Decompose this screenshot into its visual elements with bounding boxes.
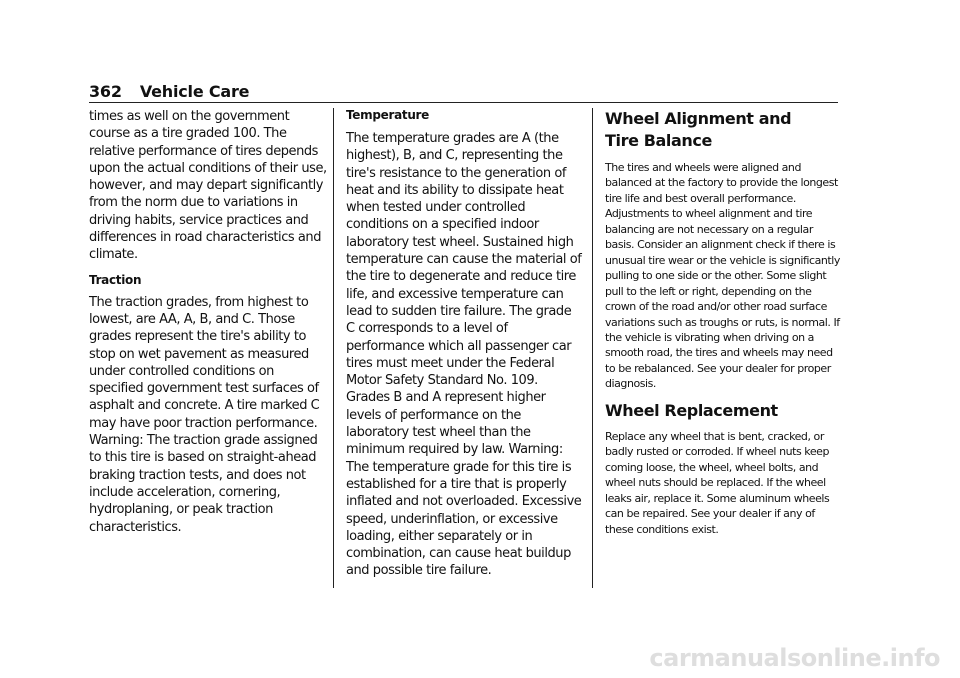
temperature-paragraph: The temperature grades are A (the highest), B, and C, representing the tire's resistance to the generation of heat and its ability to dissipate heat when tested under controlled conditions on a specified indoor laboratory test wheel. Sustained high temperature can cause the material of the tire to degenerate and reduce tire life, and excessive temperature can lead to sudden tire failure. The grade C corresponds to a level of performance which all passenger car tires must meet under the Federal Motor Safety Standard No. 109. Grades B and A represent higher levels of performance on the laboratory test wheel than the minimum required by law. Warning: The temperature grade for this tire is established for a tire that is properly inflated and not overloaded. Excessive speed, underinflation, or excessive loading, either separately or in combination, can cause heat buildup and possible tire failure.	[346, 131, 582, 579]
header-rule	[89, 102, 838, 103]
wheel-replacement-paragraph: Replace any wheel that is bent, cracked, or badly rusted or corroded. If wheel nuts keep coming loose, the wheel, wheel bolts, and wheel nuts should be replaced. If the wheel leaks air, replace it. Some aluminum wheels can be repaired. See your dealer if any of these conditions exist.	[605, 429, 830, 536]
traction-heading: Traction	[89, 272, 142, 287]
column-3	[605, 108, 843, 537]
column-2	[346, 108, 582, 580]
traction-paragraph: The traction grades, from highest to lowest, are AA, A, B, and C. Those grades represent the tire's ability to stop on wet pavement as measured under controlled conditions on specified government test surfaces of asphalt and concrete. A tire marked C may have poor traction performance. Warning: The traction grade assigned to this tire is based on straight-ahead braking traction tests, and does not include acceleration, cornering, hydroplaning, or peak traction characteristics.	[89, 294, 320, 535]
column-divider-1	[333, 108, 334, 588]
temperature-heading: Temperature	[346, 108, 430, 122]
section-title: Vehicle Care	[139, 82, 250, 101]
watermark: carmanualsonline.info	[649, 644, 940, 672]
column-divider-2	[592, 108, 593, 588]
page-number: 362	[89, 82, 122, 101]
page-header	[89, 82, 249, 101]
wheel-alignment-paragraph: The tires and wheels were aligned and balanced at the factory to provide the longest tire life and best overall performance. Adjustments to wheel alignment and tire balancing are not necessary on a regular basis. Consider an alignment check if there is unusual tire wear or the vehicle is significantly pulling to one side or the other. Some slight pull to the left or right, depending on the crown of the road and/or other road surface variations such as troughs or ruts, is normal. If the vehicle is vibrating when driving on a smooth road, the tires and wheels may need to be rebalanced. See your dealer for proper diagnosis.	[605, 161, 840, 391]
wheel-replacement-title: Wheel Replacement	[605, 400, 778, 420]
column-1	[89, 108, 327, 536]
intro-paragraph: times as well on the government course as a tire graded 100. The relative performance of tires depends upon the actual conditions of their use, however, and may depart significantly from the norm due to variations in driving habits, service practices and differences in road characteristics and climate.	[89, 109, 327, 263]
wheel-alignment-title: Wheel Alignment and Tire Balance	[605, 109, 792, 150]
